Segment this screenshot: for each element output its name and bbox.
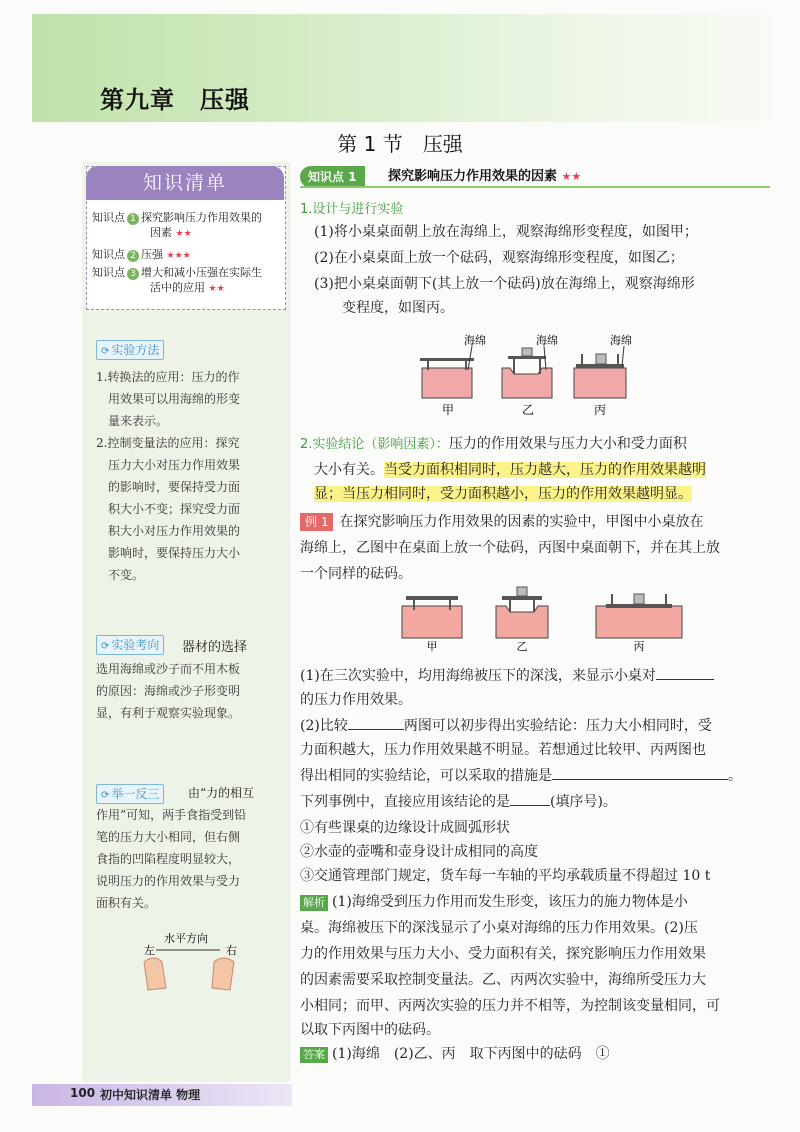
example-text: 在探究影响压力作用效果的因素的实验中，甲图中小桌放在 xyxy=(339,514,704,530)
infer-tag xyxy=(96,784,164,804)
kp1-conclusion-2 xyxy=(314,458,706,482)
method-line: 积大小不变；探究受力面 xyxy=(108,502,241,516)
exam-text xyxy=(96,658,282,724)
example-question-3: 一个同样的砝码。 xyxy=(300,566,412,582)
sponge-label-yi: 海绵 xyxy=(536,334,558,347)
method-tag-label: 实验方法 xyxy=(111,343,160,357)
question-text: 得出相同的实验结论，可以采取的措施是 xyxy=(300,768,552,784)
table-jia xyxy=(406,596,458,600)
toc-item-label: 知识点 xyxy=(92,266,125,279)
right-hand-icon xyxy=(212,958,234,990)
question-text: (填序号)。 xyxy=(550,794,617,810)
star-icon: ★★ xyxy=(561,170,582,183)
example-badge: 例 1 xyxy=(300,513,333,531)
sponge-yi xyxy=(502,368,552,398)
answer-line xyxy=(300,1042,610,1066)
toc-item-label: 知识点 xyxy=(92,248,125,261)
sponge-bing xyxy=(596,606,682,638)
example-question-2: 海绵上，乙图中在桌面上放一个砝码，丙图中桌面朝下，并在其上放 xyxy=(300,540,720,556)
toc-item-label: 知识点 xyxy=(92,211,125,224)
analysis-line-1 xyxy=(300,890,688,914)
answer-text: (1)海绵 (2)乙、丙 取下丙图中的砝码 ① xyxy=(332,1046,610,1062)
answer-badge: 答案 xyxy=(300,1047,328,1063)
toc-item-1 xyxy=(92,210,262,242)
kp1-title-text: 探究影响压力作用效果的因素 xyxy=(388,169,558,184)
method-line: 影响时，要保持压力大小 xyxy=(108,546,241,560)
kp1-heading-1: 1.设计与进行实验 xyxy=(300,202,404,217)
kp1-heading-2: 2.实验结论（影响因素）： xyxy=(300,437,449,452)
sponge-figure-2 xyxy=(400,582,690,654)
star-icon: ★★ xyxy=(175,229,192,239)
conclusion-highlight: 当受力面积相同时，压力越大，压力的作用效果越明 xyxy=(384,462,706,478)
weight-bing xyxy=(634,594,644,604)
infer-text xyxy=(96,804,282,914)
method-text xyxy=(96,366,282,586)
method-line: 积大小对压力作用效果的 xyxy=(108,524,241,538)
fig2-label-yi: 乙 xyxy=(516,640,528,653)
star-icon: ★★ xyxy=(208,284,225,294)
method-tag xyxy=(96,340,164,360)
answer-blank[interactable] xyxy=(348,715,404,730)
question-text: 。 xyxy=(728,768,742,784)
analysis-line-4: 的因素需要采取控制变量法。乙、丙两次实验中，海绵所受压力大 xyxy=(300,972,706,988)
refresh-icon: ⟳ xyxy=(101,790,110,801)
kp1-step-1: (1)将小桌桌面朝上放在海绵上，观察海绵形变程度，如图甲； xyxy=(314,224,698,240)
figure-label-right: 右 xyxy=(226,944,237,957)
toc-title: 知识清单 xyxy=(86,166,284,200)
sponge-label-bing: 海绵 xyxy=(610,334,632,347)
kp1-step-3a: (3)把小桌桌面朝下(其上放一个砝码)放在海绵上，观察海绵形 xyxy=(314,276,695,292)
figure-label-horizontal: 水平方向 xyxy=(164,932,208,945)
figure-label-left: 左 xyxy=(144,944,155,957)
conclusion-text: 压力的作用效果与压力大小和受力面积 xyxy=(448,436,687,452)
book-title: 初中知识清单 物理 xyxy=(100,1088,201,1102)
infer-tag-label: 举一反三 xyxy=(111,787,160,801)
table-bing xyxy=(606,604,672,608)
sponge-label-jia: 海绵 xyxy=(464,334,486,347)
fig2-label-jia: 甲 xyxy=(426,640,438,653)
fig1-label-jia: 甲 xyxy=(441,403,455,417)
method-line: 用效果可以用海绵的形变 xyxy=(108,392,241,406)
page-number: 100 xyxy=(70,1086,96,1100)
weight-bing xyxy=(596,354,606,364)
table-jia xyxy=(420,358,474,361)
chapter-title: 第九章 压强 xyxy=(100,86,250,114)
infer-line: 食指的凹陷程度明显较大， xyxy=(96,852,241,866)
kp1-title xyxy=(388,166,581,188)
refresh-icon: ⟳ xyxy=(101,346,110,357)
toc-number-badge: 2 xyxy=(127,250,139,262)
example-part-2b: 力面积越大，压力作用效果越不明显。若想通过比较甲、丙两图也 xyxy=(300,742,706,758)
table-bing xyxy=(576,364,624,368)
question-text: (2)比较 xyxy=(300,718,348,734)
infer-line: 说明压力的作用效果与受力 xyxy=(96,874,241,888)
analysis-line-2: 桌。海绵被压下的深浅显示了小桌对海绵的压力作用效果。(2)压 xyxy=(300,920,698,936)
conclusion-text: 大小有关。 xyxy=(314,462,384,478)
example-part-1a xyxy=(300,664,714,688)
infer-line: 笔的压力大小相同，但右侧 xyxy=(96,830,241,844)
analysis-badge: 解析 xyxy=(300,895,328,911)
analysis-line-3: 力的作用效果与压力大小、受力面积有关，探究影响压力作用效果 xyxy=(300,946,706,962)
star-icon: ★★★ xyxy=(166,251,191,261)
analysis-line-6: 以取下丙图中的砝码。 xyxy=(300,1022,440,1038)
fig2-label-bing: 丙 xyxy=(633,640,645,653)
method-line: 1.转换法的应用：压力的作 xyxy=(96,370,240,384)
toc-number-badge: 3 xyxy=(127,268,139,280)
kp1-step-2: (2)在小桌桌面上放一个砝码，观察海绵形变程度，如图乙； xyxy=(314,250,684,266)
infer-line: 作用”可知，两手食指受到铅 xyxy=(96,808,247,822)
answer-blank[interactable] xyxy=(656,665,714,680)
toc-item-text: 增大和减小压强在实际生 xyxy=(141,266,262,279)
exam-tag-label: 实验考向 xyxy=(111,638,160,652)
toc-item-text2: 因素 xyxy=(150,226,172,239)
fig1-label-bing: 丙 xyxy=(593,403,607,417)
question-text: 两图可以初步得出实验结论：压力大小相同时，受 xyxy=(403,718,712,734)
sponge-bing xyxy=(574,368,626,398)
answer-blank[interactable] xyxy=(510,791,550,806)
toc-item-2 xyxy=(92,247,191,264)
example-part-2a xyxy=(300,714,712,738)
example-part-3 xyxy=(300,790,617,814)
exam-line: 显，有利于观察实验现象。 xyxy=(96,706,241,720)
exam-title: 器材的选择 xyxy=(182,640,248,655)
question-text: (1)在三次实验中，均用海绵被压下的深浅，来显示小桌对 xyxy=(300,668,656,684)
question-text: 下列事例中，直接应用该结论的是 xyxy=(300,794,510,810)
toc-item-3 xyxy=(92,265,262,297)
method-line: 不变。 xyxy=(108,568,145,582)
option-2: ②水壶的壶嘴和壶身设计成相同的高度 xyxy=(300,844,538,860)
infer-line: 由“力的相互 xyxy=(188,786,255,800)
sponge-jia xyxy=(402,606,462,638)
method-line: 压力大小对压力作用效果 xyxy=(108,458,241,472)
toc-item-text2: 活中的应用 xyxy=(150,281,205,294)
analysis-text: (1)海绵受到压力作用而发生形变，该压力的施力物体是小 xyxy=(332,894,688,910)
toc-number-badge: 1 xyxy=(127,213,139,225)
toc-item-text: 探究影响压力作用效果的 xyxy=(141,211,262,224)
table-yi xyxy=(502,596,542,600)
weight-yi xyxy=(517,587,527,596)
refresh-icon: ⟳ xyxy=(101,641,110,652)
method-line: 2.控制变量法的应用：探究 xyxy=(96,436,240,450)
option-3: ③交通管理部门规定，货车每一车轴的平均承载质量不得超过 10 t xyxy=(300,868,711,884)
method-line: 的影响时，要保持受力面 xyxy=(108,480,241,494)
kp1-step-3b: 变程度，如图丙。 xyxy=(342,300,454,316)
example-part-2c xyxy=(300,764,742,788)
sponge-figure-1 xyxy=(410,330,650,422)
section-title: 第 1 节 压强 xyxy=(337,132,463,156)
conclusion-highlight: 显；当压力相同时，受力面积越小，压力的作用效果越明显。 xyxy=(314,486,692,502)
kp1-conclusion-3 xyxy=(314,482,692,506)
sponge-yi xyxy=(496,606,548,638)
analysis-line-5: 小相同；而甲、丙两次实验的压力并不相等，为控制该变量相同，可 xyxy=(300,998,720,1014)
left-hand-icon xyxy=(144,958,166,990)
example-question-1 xyxy=(300,510,703,534)
exam-tag xyxy=(96,635,164,655)
exam-line: 选用海绵或沙子而不用木板 xyxy=(96,662,241,676)
option-1: ①有些课桌的边缘设计成圆弧形状 xyxy=(300,820,510,836)
kp1-underline xyxy=(300,186,770,188)
kp1-badge: 知识点 1 xyxy=(300,166,365,188)
exam-line: 的原因：海绵或沙子形变明 xyxy=(96,684,241,698)
fingers-pencil-figure xyxy=(130,928,250,998)
answer-blank[interactable] xyxy=(552,765,728,780)
kp1-conclusion-1 xyxy=(300,432,687,457)
sponge-jia xyxy=(422,368,472,398)
weight-yi xyxy=(522,348,532,356)
example-part-1b: 的压力作用效果。 xyxy=(300,692,412,708)
toc-item-text: 压强 xyxy=(141,248,163,261)
infer-line: 面积有关。 xyxy=(96,896,157,910)
method-line: 量来表示。 xyxy=(108,414,169,428)
fig1-label-yi: 乙 xyxy=(521,403,535,417)
